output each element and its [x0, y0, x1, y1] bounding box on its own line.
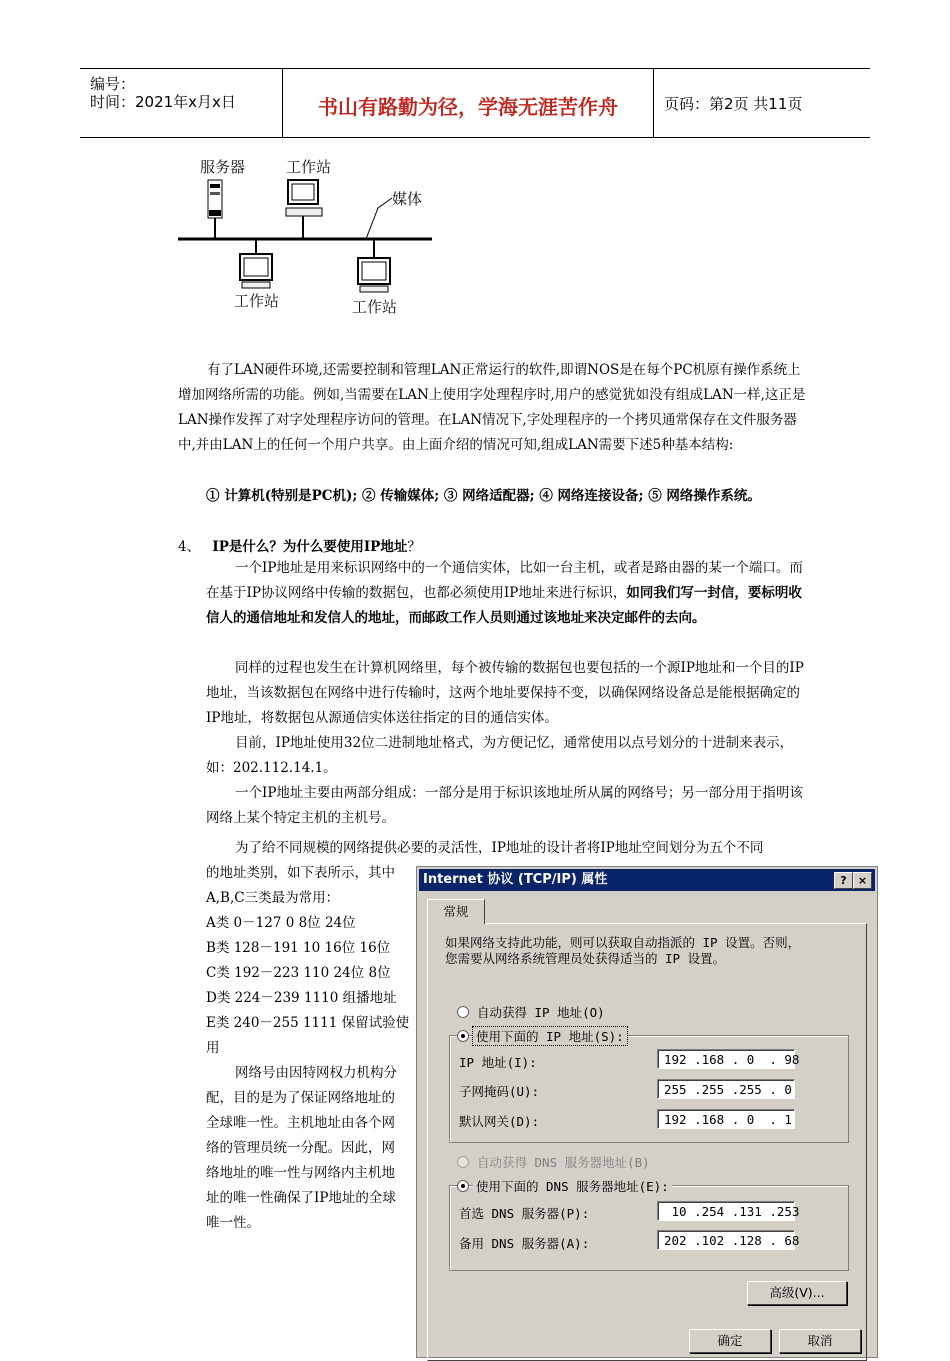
paragraph-parts: 一个IP地址主要由两部分组成：一部分是用于标识该地址所从属的网络号；另一部分用于指明该网络上某个特定主机的主机号。	[206, 785, 803, 826]
alternate-dns-field[interactable]: 202 .102 .128 . 68	[657, 1230, 795, 1250]
paragraph-classes-intro: 为了给不同规模的网络提供必要的灵活性，IP地址的设计者将IP地址空间划分为五个不同	[235, 840, 764, 856]
help-button[interactable]: ?	[834, 872, 853, 889]
ip-address-label: IP 地址(I):	[459, 1055, 537, 1070]
tcpip-properties-dialog	[416, 866, 878, 1358]
media-pointer	[366, 198, 392, 239]
class-row-d: D类 224－239 1110 组播地址	[206, 990, 397, 1006]
paragraph-ip-definition-bold: 如同我们写一封信，要标明收信人的通信地址和发信人的地址，而邮政工作人员则通过该地址来决定邮件的去向。	[206, 585, 802, 626]
header-motto-cell	[283, 69, 654, 137]
paragraph-format: 目前，IP地址使用32位二进制地址格式，为方便记忆，通常使用以点号划分的十进制来表示，如：202.112.14.1。	[206, 735, 794, 776]
network-number-line-3: 全球唯一性。主机地址由各个网	[206, 1115, 395, 1131]
cancel-button[interactable]: 取消	[779, 1329, 861, 1353]
class-row-e-tail: 用	[206, 1040, 220, 1056]
preferred-dns-field[interactable]: 10 .254 .131 .253	[657, 1201, 795, 1221]
question-number: 4、	[178, 539, 201, 555]
auto-ip-radio[interactable]	[457, 1006, 469, 1018]
question-text: IP是什么？为什么要使用IP地址	[212, 539, 408, 555]
header-page-cell	[654, 69, 870, 137]
paragraph-nos: 有了LAN硬件环境,还需要控制和管理LAN正常运行的软件,即谓NOS是在每个PC机原有操作系统上增加网络所需的功能。例如,当需要在LAN上使用字处理程序时,用户的感觉犹如没有组成LAN一样,这正是LAN操作发挥了对字处理程序访问的管理。在LAN情况下,字处理程序的一个拷贝通常保存在文件服务器中,并由LAN上的任何一个用户共享。由上面介绍的情况可知,组成LAN需要下述5种基本结构:	[178, 362, 806, 453]
media-label: 媒体	[392, 190, 423, 208]
use-ip-radio[interactable]	[457, 1030, 469, 1042]
class-row-a: A类 0－127 0 8位 24位	[206, 915, 356, 931]
use-dns-radio[interactable]	[457, 1180, 469, 1192]
question-heading	[178, 535, 421, 555]
network-number-line-5: 络地址的唯一性与网络内主机地	[206, 1165, 395, 1181]
advanced-button[interactable]: 高级(V)...	[747, 1281, 847, 1305]
auto-dns-radio[interactable]	[457, 1156, 469, 1168]
auto-dns-label: 自动获得 DNS 服务器地址(B)	[477, 1155, 650, 1170]
paragraph-ip-definition-normal: 一个IP地址是用来标识网络中的一个通信实体，比如一台主机，或者是路由器的某一个端口。而在基于IP协议网络中传输的数据包，也都必须使用IP地址来进行标识，	[206, 560, 803, 601]
preferred-dns-label: 首选 DNS 服务器(P):	[459, 1206, 590, 1221]
use-ip-label[interactable]: 使用下面的 IP 地址(S):	[473, 1027, 627, 1045]
workstation-label-1: 工作站	[286, 158, 332, 176]
header-meta-cell	[80, 69, 283, 137]
dns-group	[449, 1185, 849, 1271]
gateway-field[interactable]: 192 .168 . 0 . 1	[657, 1109, 795, 1129]
question-mark: ？	[407, 539, 421, 555]
subnet-mask-field[interactable]: 255 .255 .255 . 0	[657, 1079, 795, 1099]
gateway-label: 默认网关(D):	[459, 1114, 540, 1129]
workstation-icon-3	[358, 239, 390, 292]
dialog-intro-line-2: 您需要从网络系统管理员处获得适当的 IP 设置。	[445, 951, 726, 966]
motto: 书山有路勤为径，学海无涯苦作舟	[318, 95, 618, 119]
ip-address-field[interactable]: 192 .168 . 0 . 98	[657, 1049, 795, 1069]
subnet-mask-label: 子网掩码(U):	[459, 1084, 540, 1099]
network-number-line-6: 址的唯一性确保了IP地址的全球	[206, 1190, 396, 1206]
workstation-icon-2	[240, 239, 272, 288]
use-dns-label[interactable]: 使用下面的 DNS 服务器地址(E):	[473, 1177, 672, 1195]
ok-button[interactable]: 确定	[689, 1329, 771, 1353]
dialog-title: Internet 协议 (TCP/IP) 属性	[423, 872, 608, 887]
network-number-line-2: 配，目的是为了保证网络地址的	[206, 1090, 395, 1106]
auto-ip-label[interactable]: 自动获得 IP 地址(O)	[477, 1005, 605, 1020]
close-button[interactable]: ×	[853, 872, 872, 889]
workstation-label-2: 工作站	[234, 292, 280, 310]
network-number-line-4: 络的管理员统一分配。因此，网	[206, 1140, 395, 1156]
class-row-c: C类 192－223 110 24位 8位	[206, 965, 391, 981]
code-label: 编号：	[90, 75, 136, 93]
page-number: 页码：第2页 共11页	[664, 95, 803, 113]
dialog-intro-line-1: 如果网络支持此功能，则可以获取自动指派的 IP 设置。否则，	[445, 935, 801, 950]
network-diagram	[170, 150, 450, 320]
workstation-label-3: 工作站	[352, 298, 398, 316]
class-row-b: B类 128－191 10 16位 16位	[206, 940, 391, 956]
workstation-icon-1	[286, 180, 322, 239]
paragraph-classes-intro-2: 的地址类别，如下表所示，其中	[206, 865, 395, 881]
paragraph-classes-intro-3: A,B,C三类最为常用：	[206, 890, 340, 906]
server-icon	[208, 180, 222, 239]
lan-components-list: ① 计算机(特别是PC机); ② 传输媒体; ③ 网络适配器; ④ 网络连接设备; ⑤ 网络操作系统。	[206, 488, 761, 504]
paragraph-ip-definition	[206, 556, 808, 631]
server-label: 服务器	[200, 158, 246, 176]
alternate-dns-label: 备用 DNS 服务器(A):	[459, 1236, 590, 1251]
class-row-e: E类 240－255 1111 保留试验使	[206, 1015, 410, 1031]
network-number-line-1: 网络号由因特网权力机构分	[235, 1065, 397, 1081]
network-number-line-7: 唯一性。	[206, 1215, 260, 1231]
date-label: 时间：2021年x月x日	[90, 93, 236, 111]
dialog-titlebar	[419, 869, 875, 891]
page-header	[80, 68, 870, 138]
paragraph-packet: 同样的过程也发生在计算机网络里，每个被传输的数据包也要包括的一个源IP地址和一个目的IP地址，当该数据包在网络中进行传输时，这两个地址要保持不变，以确保网络设备总是能根据确定的IP地址，将数据包从源通信实体送往指定的目的通信实体。	[206, 660, 804, 726]
tab-general[interactable]: 常规	[427, 899, 485, 924]
